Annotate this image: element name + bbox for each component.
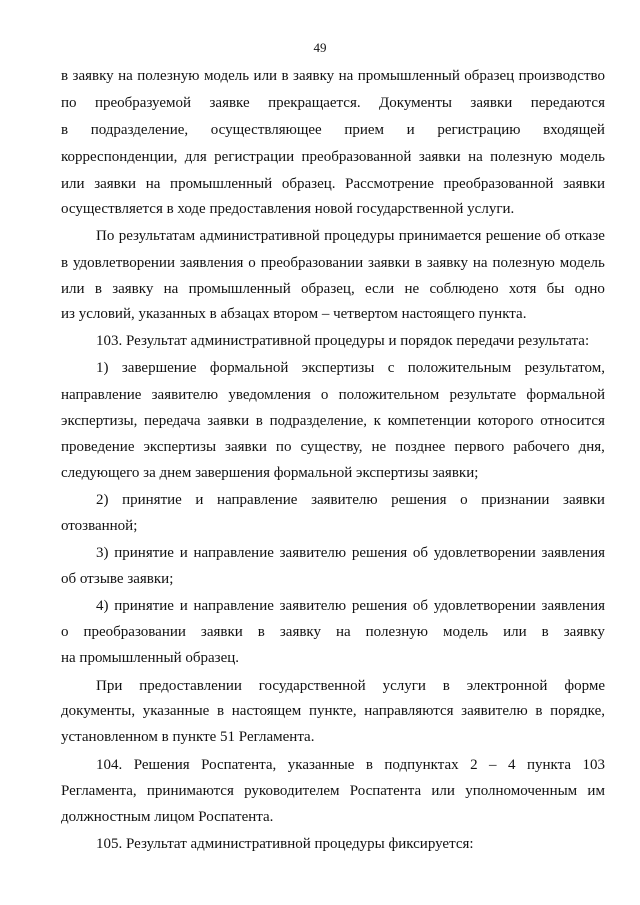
word: заявку [426, 255, 468, 271]
word: модель [559, 149, 605, 165]
word: Рассмотрение [345, 176, 434, 192]
word: на [468, 149, 483, 165]
word: соблюдено [429, 281, 499, 297]
word: По [96, 228, 115, 244]
word: об [412, 598, 429, 614]
word: Роспатента, [201, 757, 277, 773]
word: на [145, 176, 161, 192]
word: формальной [209, 360, 289, 376]
word: 4 [508, 757, 516, 773]
word: заявителю [151, 387, 219, 403]
word: регистрацию [437, 122, 521, 138]
word: документы, [61, 703, 136, 719]
word: прием [344, 122, 385, 138]
word: на [163, 281, 179, 297]
word: если [364, 281, 395, 297]
word: заявителю [311, 492, 378, 508]
word: положительным [407, 360, 512, 376]
word: и [406, 122, 415, 138]
text-line [61, 279, 605, 299]
word: рабочего [513, 439, 570, 455]
word: прекращается. [268, 95, 361, 111]
word: регистрации [214, 149, 295, 165]
word: заявку [563, 624, 605, 640]
word: Документы [379, 95, 452, 111]
word: с [387, 360, 395, 376]
word: 103 [582, 757, 605, 773]
word: модель [442, 624, 489, 640]
word: 4) [96, 598, 109, 614]
word: позднее [395, 439, 446, 455]
word: полезную [137, 68, 200, 84]
word: в [61, 122, 69, 138]
word: 3) [96, 545, 109, 561]
word: предоставлении [139, 678, 242, 694]
word: удовлетворении [73, 255, 175, 271]
text-line: установленном в пункте 51 Регламента. [61, 729, 315, 745]
word: которого [477, 413, 534, 429]
word: о [320, 387, 329, 403]
word: заявки [207, 413, 250, 429]
word: формальной [526, 387, 605, 403]
word: заявки [563, 492, 605, 508]
word: для [184, 149, 207, 165]
word: в [94, 281, 102, 297]
word: заявки [368, 255, 410, 271]
text-line [96, 543, 605, 563]
word: решения [391, 492, 447, 508]
word: или [61, 281, 85, 297]
word: При [96, 678, 123, 694]
word: проведение [61, 439, 135, 455]
word: экспертизы [143, 439, 217, 455]
word: в [541, 624, 549, 640]
word: компетенции [387, 413, 471, 429]
word: заявки [200, 624, 243, 640]
word: полезную [365, 624, 428, 640]
word: дня, [578, 439, 605, 455]
word: Решения [133, 757, 190, 773]
word: 2) [96, 492, 109, 508]
word: о [248, 255, 256, 271]
word: и [179, 598, 188, 614]
page-number: 49 [313, 40, 327, 55]
word: преобразовании [83, 624, 186, 640]
word: решения [351, 598, 408, 614]
word: заявке [209, 95, 250, 111]
text-line: должностным лицом Роспатента. [61, 809, 274, 825]
word: в [535, 703, 543, 719]
word: в [257, 624, 265, 640]
word: Роспатента [349, 783, 422, 799]
word: преобразуемой [94, 95, 192, 111]
word: заявителю [461, 703, 528, 719]
word: подразделение, [269, 413, 367, 429]
word: в [217, 703, 225, 719]
word: производство [518, 68, 605, 84]
word: направление [193, 598, 274, 614]
word: услуги [382, 678, 426, 694]
word: в [414, 255, 422, 271]
word: передаются [530, 95, 605, 111]
word: порядке, [550, 703, 605, 719]
word: административной [199, 228, 320, 244]
word: заявки [94, 176, 137, 192]
text-line [61, 385, 605, 405]
text-line [61, 253, 605, 273]
word: передача [144, 413, 201, 429]
word: решения [351, 545, 408, 561]
text-line [61, 120, 605, 140]
word: принимается [398, 228, 482, 244]
text-line [61, 622, 605, 642]
text-line [96, 490, 605, 510]
word: промышленный [357, 68, 460, 84]
word: пункта [526, 757, 571, 773]
word: заявки [418, 149, 461, 165]
text-line [96, 755, 605, 775]
word: пункте, [308, 703, 357, 719]
word: о [460, 492, 468, 508]
word: уведомления [228, 387, 311, 403]
word: 104. [96, 757, 123, 773]
word: положительном [338, 387, 440, 403]
word: результатам [118, 228, 196, 244]
word: результате [449, 387, 517, 403]
word: экспертизы [301, 360, 375, 376]
word: удовлетворении [433, 598, 536, 614]
word: заявку [72, 68, 114, 84]
word: хотя [508, 281, 537, 297]
word: относится [540, 413, 605, 429]
text-line: отозванной; [61, 518, 138, 534]
word: решение [485, 228, 541, 244]
word: полезную [490, 149, 553, 165]
word: существу, [300, 439, 363, 455]
word: завершение [121, 360, 197, 376]
word: на [335, 624, 351, 640]
text-line [61, 781, 605, 801]
text-line: об отзыве заявки; [61, 571, 174, 587]
word: модель [203, 68, 250, 84]
word: и [179, 545, 188, 561]
word: в [255, 413, 263, 429]
word: на [338, 68, 354, 84]
word: преобразовании [260, 255, 364, 271]
word: или [253, 68, 278, 84]
word: заявления [179, 255, 244, 271]
text-line [61, 93, 605, 113]
word: электронной [466, 678, 548, 694]
word: направление [217, 492, 298, 508]
word: в [61, 255, 69, 271]
word: 2 [470, 757, 478, 773]
word: принятие [122, 492, 182, 508]
word: по [275, 439, 292, 455]
text-line [61, 147, 605, 167]
text-line: следующего за днем завершения формальной экспертизы заявки; [61, 465, 479, 481]
word: входящей [543, 122, 605, 138]
word: Регламента, [61, 783, 137, 799]
text-line [61, 437, 605, 457]
text-line [61, 701, 605, 721]
word: в [281, 68, 289, 84]
word: или [503, 624, 527, 640]
word: не [371, 439, 387, 455]
word: осуществляющее [210, 122, 322, 138]
text-line: из условий, указанных в абзацах втором – четвертом настоящего пункта. [61, 306, 527, 322]
word: образец [464, 68, 515, 84]
text-line: осуществляется в ходе предоставления новой государственной услуги. [61, 201, 515, 217]
text-line [96, 226, 605, 246]
word: государственной [258, 678, 366, 694]
word: заявителю [279, 545, 347, 561]
word: заявки [563, 176, 605, 192]
word: в [442, 678, 450, 694]
word: отказе [564, 228, 605, 244]
word: указанные [287, 757, 355, 773]
word: первого [454, 439, 505, 455]
word: об [545, 228, 561, 244]
word: одно [574, 281, 605, 297]
word: полезную [492, 255, 555, 271]
word: направление [61, 387, 142, 403]
word: руководителем [244, 783, 340, 799]
word: в [61, 68, 69, 84]
word: преобразованной [443, 176, 554, 192]
word: о [61, 624, 69, 640]
word: 1) [96, 360, 109, 376]
word: им [587, 783, 605, 799]
word: не [404, 281, 420, 297]
word: промышленный [170, 176, 273, 192]
word: к [373, 413, 381, 429]
text-line [96, 358, 605, 378]
word: процедуры [324, 228, 395, 244]
text-line [96, 596, 605, 616]
word: на [472, 255, 488, 271]
word: об [412, 545, 429, 561]
word: бы [546, 281, 565, 297]
word: заявку [293, 68, 335, 84]
text-line [96, 676, 605, 696]
text-line: 103. Результат административной процедуры и порядок передачи результата: [96, 333, 590, 349]
text-line [61, 411, 605, 431]
word: результатом, [524, 360, 605, 376]
word: заявку [112, 281, 154, 297]
word: удовлетворении [433, 545, 536, 561]
text-line [61, 66, 605, 86]
word: по [61, 95, 77, 111]
word: подпунктах [384, 757, 459, 773]
word: образец, [301, 281, 355, 297]
word: принимаются [146, 783, 234, 799]
word: – [489, 757, 497, 773]
word: уполномоченным [465, 783, 578, 799]
word: промышленный [188, 281, 291, 297]
word: или [431, 783, 455, 799]
word: модель [559, 255, 605, 271]
word: корреспонденции, [61, 149, 178, 165]
word: на [118, 68, 133, 84]
word: принятие [114, 545, 174, 561]
word: принятие [114, 598, 174, 614]
word: заявки [470, 95, 513, 111]
word: в [365, 757, 373, 773]
word: настоящем [231, 703, 302, 719]
word: или [61, 176, 85, 192]
word: подразделение, [90, 122, 189, 138]
word: заявки [225, 439, 267, 455]
text-line [61, 174, 605, 194]
word: и [195, 492, 204, 508]
word: заявку [279, 624, 321, 640]
word: образец. [281, 176, 336, 192]
word: заявления [541, 598, 605, 614]
word: заявителю [279, 598, 347, 614]
text-line: 105. Результат административной процедуры фиксируется: [96, 836, 474, 852]
word: форме [564, 678, 605, 694]
word: направление [193, 545, 274, 561]
word: направляются [364, 703, 454, 719]
word: заявления [541, 545, 605, 561]
word: признании [481, 492, 550, 508]
text-line: на промышленный образец. [61, 650, 240, 666]
word: указанные [142, 703, 210, 719]
word: экспертизы, [61, 413, 138, 429]
word: преобразованной [301, 149, 412, 165]
